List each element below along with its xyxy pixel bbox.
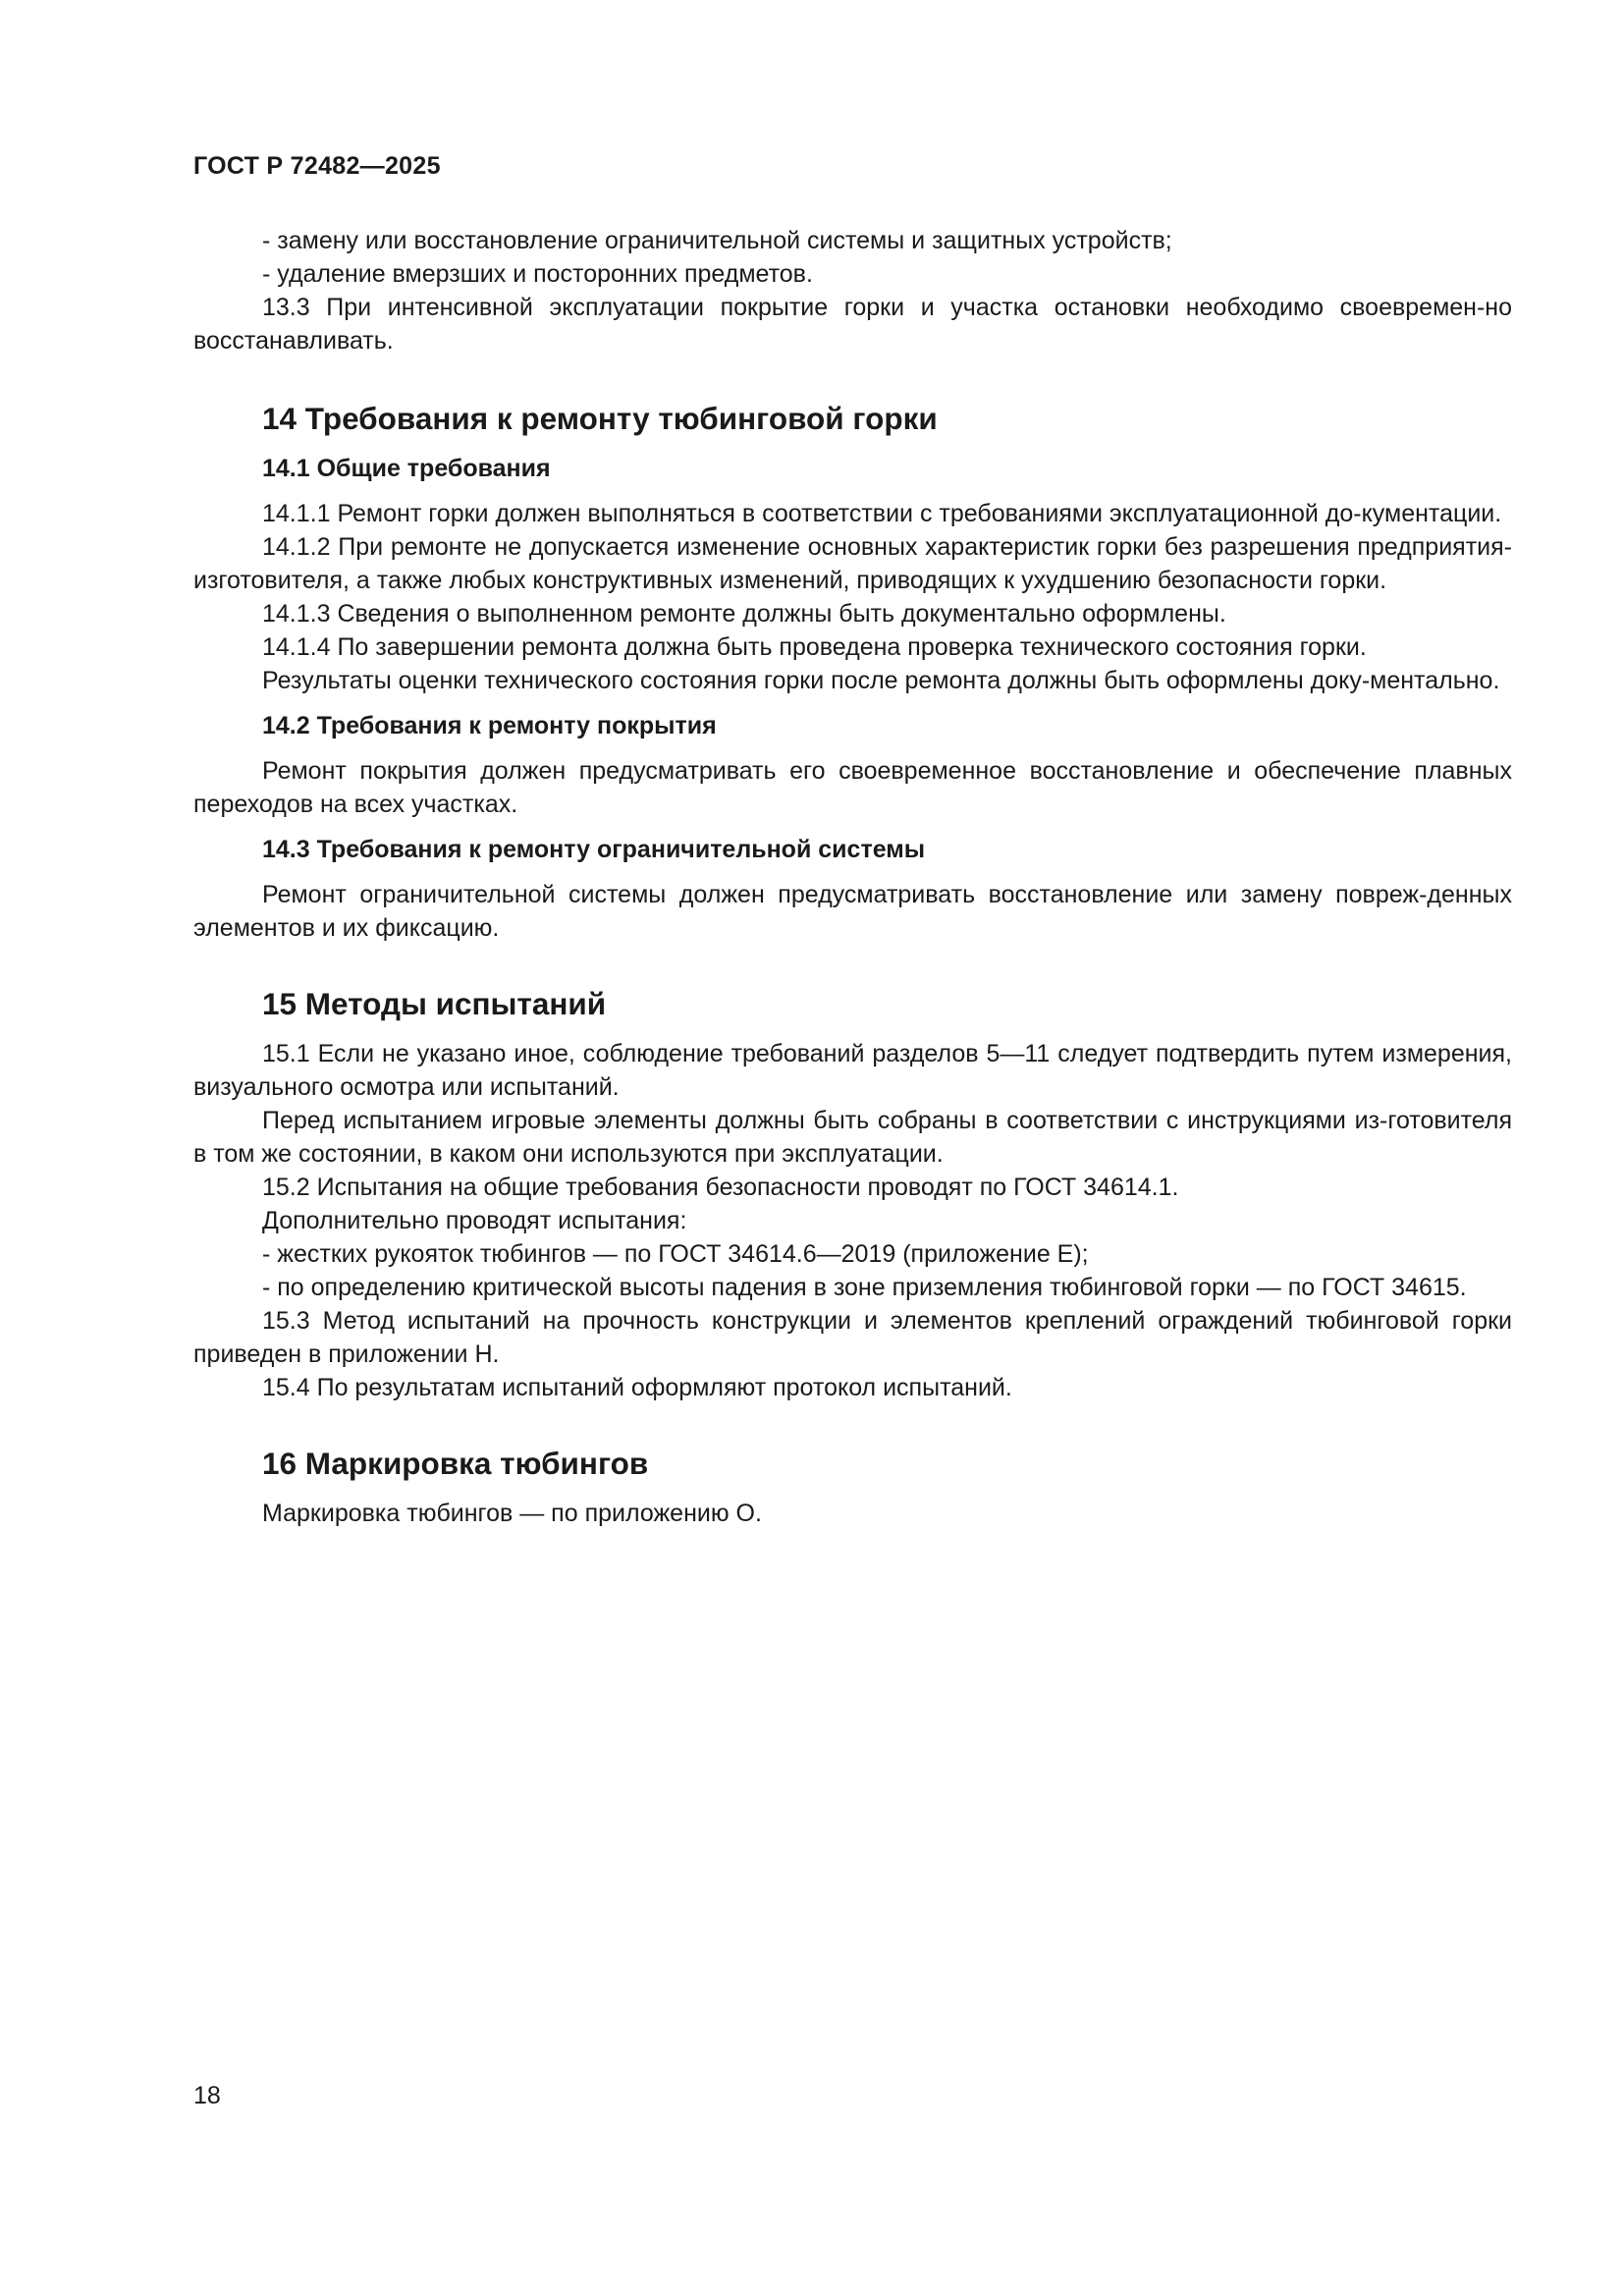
clause-15-1: 15.1 Если не указано иное, соблюдение требований разделов 5—11 следует подтвердить путем измерения, визуального осмотра или испытаний.: [193, 1040, 1512, 1101]
clause-15-3: 15.3 Метод испытаний на прочность конструкции и элементов креплений ограждений тюбинговой горки приведен в приложении Н.: [193, 1307, 1512, 1368]
clause-14-1-2: 14.1.2 При ремонте не допускается изменение основных характеристик горки без разрешения предприятия-изготовителя, а также любых конструктивных изменений, приводящих к ухудшению безопасности горки.: [193, 533, 1512, 594]
subsection-14-2-heading: 14.2 Требования к ремонту покрытия: [262, 712, 717, 739]
clause-14-1-1: 14.1.1 Ремонт горки должен выполняться в соответствии с требованиями эксплуатационной до-кументации.: [262, 500, 1502, 527]
clause-15-1-assembly: Перед испытанием игровые элементы должны быть собраны в соответствии с инструкциями из-готовителя в том же состоянии, в каком они используются при эксплуатации.: [193, 1107, 1512, 1168]
section-14-heading: 14 Требования к ремонту тюбинговой горки: [262, 401, 938, 436]
subsection-14-1-heading: 14.1 Общие требования: [262, 455, 551, 482]
list-item-handles-test: - жестких рукояток тюбингов — по ГОСТ 34614.6—2019 (приложение Е);: [262, 1240, 1089, 1268]
list-item-fall-height-test: - по определению критической высоты падения в зоне приземления тюбинговой горки — по ГОСТ 34615.: [262, 1274, 1467, 1301]
page-number: 18: [193, 2082, 221, 2109]
clause-14-2-text: Ремонт покрытия должен предусматривать его своевременное восстановление и обеспечение плавных переходов на всех участках.: [193, 757, 1512, 818]
clause-15-4: 15.4 По результатам испытаний оформляют протокол испытаний.: [262, 1374, 1012, 1401]
clause-14-1-4-results: Результаты оценки технического состояния горки после ремонта должны быть оформлены доку-ментально.: [262, 667, 1500, 694]
clause-14-1-4: 14.1.4 По завершении ремонта должна быть проведена проверка технического состояния горки.: [262, 633, 1367, 661]
clause-14-3-text: Ремонт ограничительной системы должен предусматривать восстановление или замену повреж-денных элементов и их фиксацию.: [193, 881, 1512, 942]
section-16-text: Маркировка тюбингов — по приложению О.: [262, 1500, 762, 1527]
clause-15-2-additional: Дополнительно проводят испытания:: [262, 1207, 687, 1234]
clause-15-2: 15.2 Испытания на общие требования безопасности проводят по ГОСТ 34614.1.: [262, 1174, 1179, 1201]
clause-14-1-3: 14.1.3 Сведения о выполненном ремонте должны быть документально оформлены.: [262, 600, 1226, 628]
clause-13-3: 13.3 При интенсивной эксплуатации покрытие горки и участка остановки необходимо своевремен-но восстанавливать.: [193, 294, 1512, 355]
list-item-restore-system: - замену или восстановление ограничительной системы и защитных устройств;: [262, 227, 1172, 254]
page-body: [193, 224, 1512, 1530]
section-16-heading: 16 Маркировка тюбингов: [262, 1446, 649, 1481]
section-15-heading: 15 Методы испытаний: [262, 986, 607, 1021]
subsection-14-3-heading: 14.3 Требования к ремонту ограничительной системы: [262, 836, 926, 863]
document-id-header: ГОСТ Р 72482—2025: [193, 152, 441, 180]
list-item-remove-objects: - удаление вмерзших и посторонних предметов.: [262, 260, 813, 288]
